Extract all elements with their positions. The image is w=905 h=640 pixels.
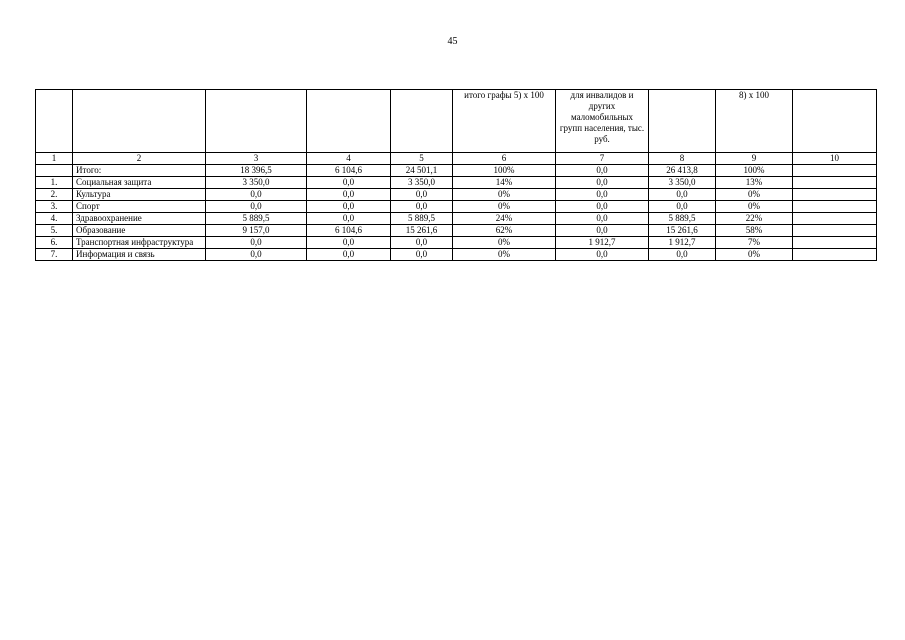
cell-col9: 0% xyxy=(716,249,793,261)
column-number: 9 xyxy=(716,153,793,165)
table-row xyxy=(36,213,877,225)
table-header-row xyxy=(36,90,877,153)
table-row xyxy=(36,177,877,189)
cell-col9: 13% xyxy=(716,177,793,189)
row-name: Итого: xyxy=(73,165,206,177)
column-number: 2 xyxy=(73,153,206,165)
header-cell xyxy=(206,90,307,153)
table-row xyxy=(36,249,877,261)
row-number xyxy=(36,165,73,177)
cell-col4: 0,0 xyxy=(307,213,391,225)
header-cell xyxy=(793,90,877,153)
cell-col10 xyxy=(793,213,877,225)
cell-col7: 1 912,7 xyxy=(556,237,649,249)
row-number: 5. xyxy=(36,225,73,237)
cell-col8: 0,0 xyxy=(649,249,716,261)
header-cell xyxy=(391,90,453,153)
header-cell xyxy=(307,90,391,153)
cell-col10 xyxy=(793,237,877,249)
cell-col8: 26 413,8 xyxy=(649,165,716,177)
table-row xyxy=(36,225,877,237)
table-row xyxy=(36,189,877,201)
cell-col5: 24 501,1 xyxy=(391,165,453,177)
cell-col9: 0% xyxy=(716,201,793,213)
row-number: 2. xyxy=(36,189,73,201)
cell-col4: 0,0 xyxy=(307,249,391,261)
cell-col3: 5 889,5 xyxy=(206,213,307,225)
cell-col7: 0,0 xyxy=(556,189,649,201)
header-cell xyxy=(649,90,716,153)
cell-col3: 18 396,5 xyxy=(206,165,307,177)
row-name: Спорт xyxy=(73,201,206,213)
row-name: Социальная защита xyxy=(73,177,206,189)
table-row xyxy=(36,237,877,249)
column-number: 8 xyxy=(649,153,716,165)
column-number-row xyxy=(36,153,877,165)
cell-col6: 62% xyxy=(453,225,556,237)
cell-col3: 0,0 xyxy=(206,237,307,249)
column-number: 4 xyxy=(307,153,391,165)
cell-col4: 6 104,6 xyxy=(307,225,391,237)
cell-col8: 0,0 xyxy=(649,189,716,201)
row-name: Здравоохранение xyxy=(73,213,206,225)
row-number: 4. xyxy=(36,213,73,225)
cell-col6: 0% xyxy=(453,237,556,249)
cell-col8: 15 261,6 xyxy=(649,225,716,237)
cell-col3: 0,0 xyxy=(206,201,307,213)
column-number: 1 xyxy=(36,153,73,165)
row-number: 3. xyxy=(36,201,73,213)
cell-col8: 0,0 xyxy=(649,201,716,213)
cell-col9: 7% xyxy=(716,237,793,249)
cell-col6: 14% xyxy=(453,177,556,189)
cell-col6: 24% xyxy=(453,213,556,225)
cell-col7: 0,0 xyxy=(556,201,649,213)
cell-col6: 0% xyxy=(453,249,556,261)
cell-col6: 0% xyxy=(453,201,556,213)
page-number: 45 xyxy=(447,36,458,47)
table-row-total xyxy=(36,165,877,177)
row-number: 1. xyxy=(36,177,73,189)
cell-col5: 0,0 xyxy=(391,249,453,261)
row-name: Культура xyxy=(73,189,206,201)
cell-col8: 5 889,5 xyxy=(649,213,716,225)
cell-col5: 3 350,0 xyxy=(391,177,453,189)
cell-col5: 5 889,5 xyxy=(391,213,453,225)
cell-col10 xyxy=(793,189,877,201)
column-number: 10 xyxy=(793,153,877,165)
cell-col3: 0,0 xyxy=(206,249,307,261)
cell-col10 xyxy=(793,249,877,261)
cell-col4: 0,0 xyxy=(307,177,391,189)
cell-col6: 100% xyxy=(453,165,556,177)
row-name: Транспортная инфраструктура xyxy=(73,237,206,249)
header-cell xyxy=(73,90,206,153)
cell-col6: 0% xyxy=(453,189,556,201)
cell-col8: 1 912,7 xyxy=(649,237,716,249)
column-number: 7 xyxy=(556,153,649,165)
header-cell: итого графы 5) х 100 xyxy=(453,90,556,153)
data-table xyxy=(35,89,877,261)
cell-col5: 15 261,6 xyxy=(391,225,453,237)
cell-col3: 9 157,0 xyxy=(206,225,307,237)
cell-col5: 0,0 xyxy=(391,189,453,201)
cell-col9: 100% xyxy=(716,165,793,177)
cell-col7: 0,0 xyxy=(556,177,649,189)
row-number: 7. xyxy=(36,249,73,261)
cell-col5: 0,0 xyxy=(391,237,453,249)
column-number: 6 xyxy=(453,153,556,165)
cell-col10 xyxy=(793,201,877,213)
cell-col7: 0,0 xyxy=(556,249,649,261)
row-name: Образование xyxy=(73,225,206,237)
cell-col9: 0% xyxy=(716,189,793,201)
row-name: Информация и связь xyxy=(73,249,206,261)
header-cell: для инвалидов и других маломобильных групп населения, тыс. руб. xyxy=(556,90,649,153)
cell-col4: 0,0 xyxy=(307,201,391,213)
cell-col7: 0,0 xyxy=(556,165,649,177)
cell-col8: 3 350,0 xyxy=(649,177,716,189)
cell-col4: 0,0 xyxy=(307,237,391,249)
cell-col4: 6 104,6 xyxy=(307,165,391,177)
column-number: 3 xyxy=(206,153,307,165)
header-cell: 8) х 100 xyxy=(716,90,793,153)
cell-col3: 3 350,0 xyxy=(206,177,307,189)
cell-col3: 0,0 xyxy=(206,189,307,201)
cell-col5: 0,0 xyxy=(391,201,453,213)
header-cell xyxy=(36,90,73,153)
cell-col9: 22% xyxy=(716,213,793,225)
column-number: 5 xyxy=(391,153,453,165)
row-number: 6. xyxy=(36,237,73,249)
cell-col9: 58% xyxy=(716,225,793,237)
cell-col10 xyxy=(793,165,877,177)
cell-col10 xyxy=(793,177,877,189)
cell-col7: 0,0 xyxy=(556,213,649,225)
cell-col10 xyxy=(793,225,877,237)
table-row xyxy=(36,201,877,213)
cell-col7: 0,0 xyxy=(556,225,649,237)
cell-col4: 0,0 xyxy=(307,189,391,201)
